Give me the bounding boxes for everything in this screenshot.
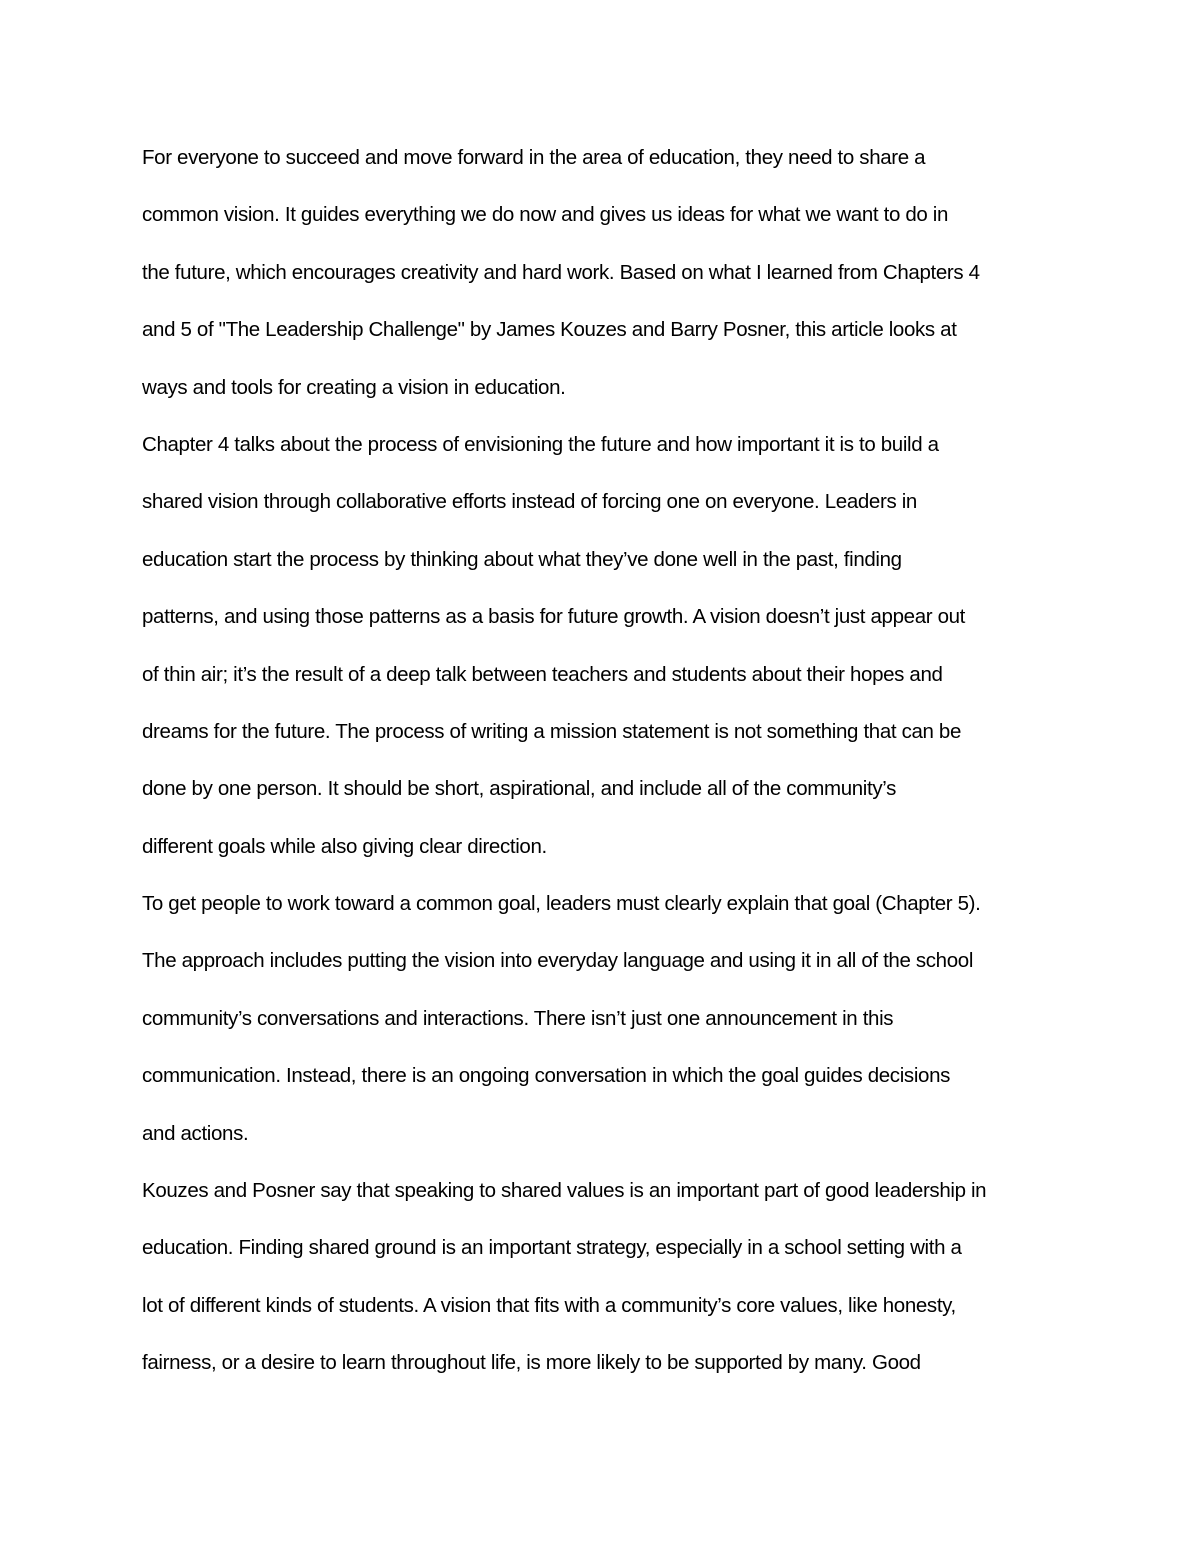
paragraph-2-line-7: done by one person. It should be short, aspirational, and include all of the community’s bbox=[142, 777, 896, 801]
paragraph-1-line-1: For everyone to succeed and move forward in the area of education, they need to share a bbox=[142, 146, 926, 169]
paragraph-2-line-6: dreams for the future. The process of writing a mission statement is not something that can be bbox=[142, 719, 962, 743]
paragraph-4-line-4: fairness, or a desire to learn throughout life, is more likely to be supported by many. Good bbox=[142, 1351, 921, 1375]
paragraph-3-line-5: and actions. bbox=[142, 1121, 249, 1145]
paragraph-4-line-3: lot of different kinds of students. A vision that fits with a community’s core values, like honesty, bbox=[142, 1293, 956, 1317]
paragraph-1-line-2: common vision. It guides everything we do now and gives us ideas for what we want to do in bbox=[142, 203, 949, 227]
document-body bbox=[142, 138, 1067, 1401]
paragraph-2-line-2: shared vision through collaborative efforts instead of forcing one on everyone. Leaders in bbox=[142, 490, 917, 514]
paragraph-1-line-5: ways and tools for creating a vision in education. bbox=[142, 375, 566, 399]
paragraph-3-line-3: community’s conversations and interactions. There isn’t just one announcement in this bbox=[142, 1006, 894, 1030]
paragraph-3-line-4: communication. Instead, there is an ongoing conversation in which the goal guides decisions bbox=[142, 1064, 951, 1088]
paragraph-2-line-1: Chapter 4 talks about the process of envisioning the future and how important it is to build a bbox=[142, 432, 939, 456]
paragraph-2-line-3: education start the process by thinking about what they’ve done well in the past, finding bbox=[142, 547, 902, 571]
paragraph-4-line-2: education. Finding shared ground is an important strategy, especially in a school setting with a bbox=[142, 1236, 962, 1260]
paragraph-2-line-4: patterns, and using those patterns as a basis for future growth. A vision doesn’t just appear out bbox=[142, 605, 966, 629]
paragraph-3-line-1: To get people to work toward a common goal, leaders must clearly explain that goal (Chapter 5). bbox=[142, 892, 981, 916]
paragraph-1-line-4: and 5 of "The Leadership Challenge" by James Kouzes and Barry Posner, this article looks at bbox=[142, 318, 957, 342]
paragraph-2-line-5: of thin air; it’s the result of a deep talk between teachers and students about their hopes and bbox=[142, 662, 943, 686]
paragraph-2-line-8: different goals while also giving clear direction. bbox=[142, 834, 547, 858]
paragraph-4-line-1: Kouzes and Posner say that speaking to shared values is an important part of good leadership in bbox=[142, 1179, 987, 1203]
paragraph-1-line-3: the future, which encourages creativity and hard work. Based on what I learned from Chapters 4 bbox=[142, 260, 980, 284]
paragraph-3-line-2: The approach includes putting the vision into everyday language and using it in all of the school bbox=[142, 949, 974, 973]
